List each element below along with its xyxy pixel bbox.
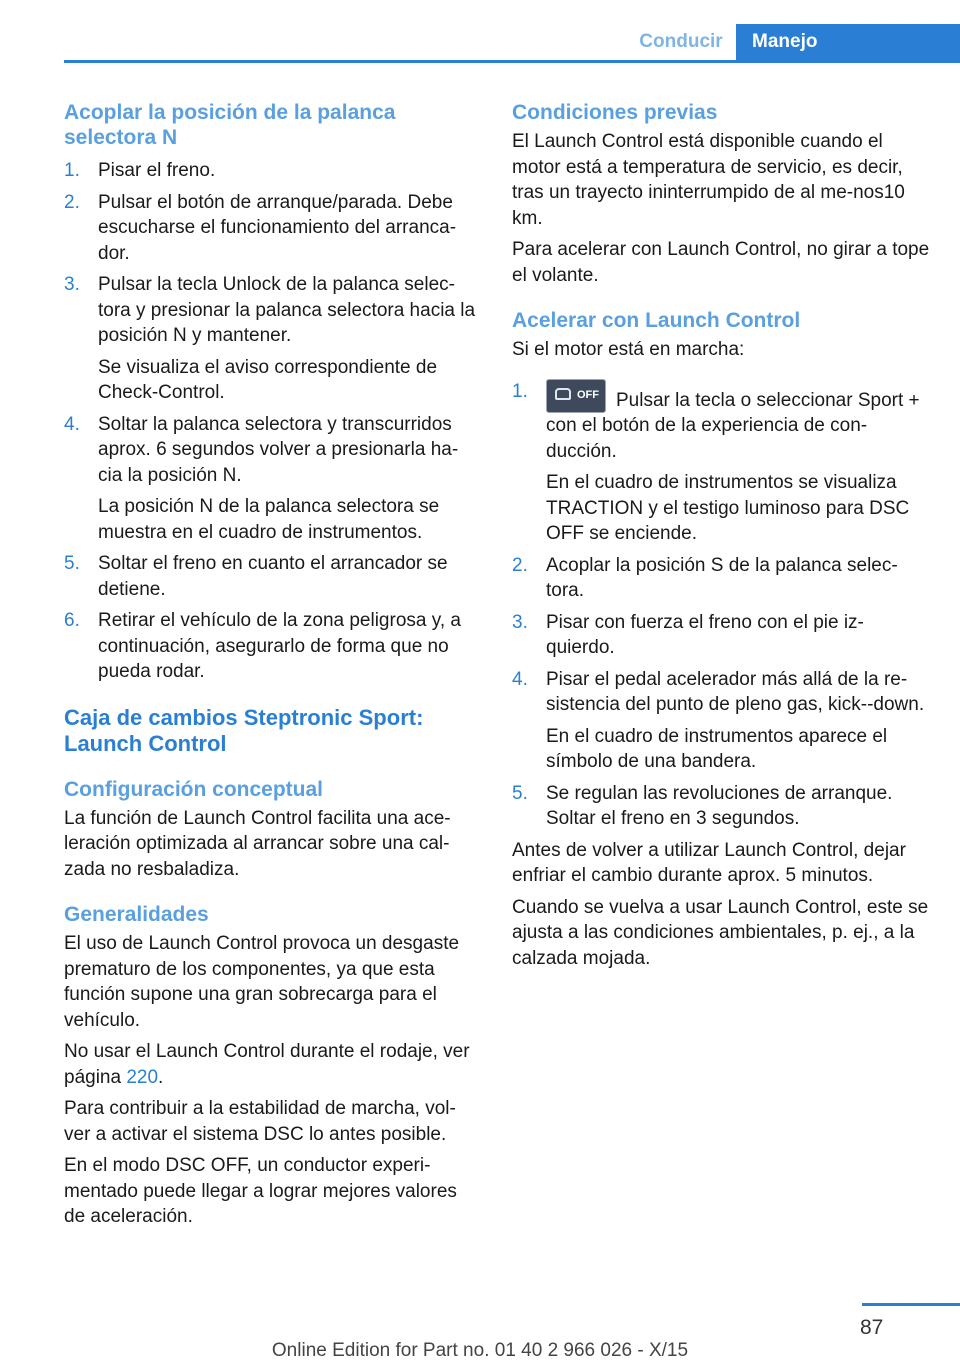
step-text: Se regulan las revoluciones de arranque. Soltar el freno en 3 segundos. <box>546 782 893 829</box>
paragraph-general-1: El uso de Launch Control provoca un desgaste prematuro de los componentes, ya que esta función supone una gran sobrecarga para el vehículo. <box>64 933 460 1031</box>
paragraph-general-4: En el modo DSC OFF, un conductor experi‐mentado puede llegar a lograr mejores valores de aceleración. <box>64 1155 457 1227</box>
step-text: Pulsar la tecla Unlock de la palanca selec‐tora y presionar la palanca selectora hacia la posición N y mantener. <box>98 274 476 346</box>
list-item <box>64 190 478 267</box>
edition-footer: Online Edition for Part no. 01 40 2 966 026 - X/15 <box>271 1340 689 1361</box>
step-number: 4. <box>512 668 528 690</box>
step-note: La posición N de la palanca selectora se muestra en el cuadro de instrumentos. <box>98 496 440 543</box>
step-number: 1. <box>64 160 80 181</box>
step-number: 3. <box>512 611 528 633</box>
step-text: Pulsar el botón de arranque/parada. Debe escucharse el funcionamiento del arranca‐dor. <box>98 191 457 264</box>
step-number: 3. <box>64 274 80 295</box>
paragraph-conditions-1: El Launch Control está disponible cuando el motor está a temperatura de servicio, es decir, tras un trayecto ininterrumpido de al me‐nos10 km. <box>512 131 905 229</box>
paragraph-concept: La función de Launch Control facilita una ace‐leración optimizada al arrancar sobre una cal‐zada no resbaladiza. <box>64 807 451 880</box>
step-text: Pisar el freno. <box>98 160 216 181</box>
heading-concept: Configuración conceptual <box>64 777 324 801</box>
paragraph-conditions-2: Para acelerar con Launch Control, no girar a tope el volante. <box>512 239 930 286</box>
step-text: Pisar el pedal acelerador más allá de la re‐sistencia del punto de pleno gas, kick‐-down. <box>546 668 925 715</box>
paragraph-general-2-end: . <box>158 1066 164 1088</box>
list-item <box>512 667 930 775</box>
left-column <box>64 100 478 1230</box>
list-item <box>512 379 930 547</box>
step-number: 4. <box>64 413 80 435</box>
paragraph-after-1: Antes de volver a utilizar Launch Control, dejar enfriar el cambio durante aprox. 5 minutos. <box>512 839 906 886</box>
heading-launch-control: Caja de cambios Steptronic Sport: Launch Control <box>64 704 424 756</box>
step-note: Se visualiza el aviso correspondiente de Check-Control. <box>98 356 438 403</box>
off-label: OFF <box>577 388 599 401</box>
step-note: En el cuadro de instrumentos se visualiza TRACTION y el testigo luminoso para DSC OFF se enciende. <box>546 472 910 544</box>
step-text: Soltar el freno en cuanto el arrancador se detiene. <box>98 553 448 600</box>
right-column <box>512 100 930 971</box>
step-text: Retirar el vehículo de la zona peligrosa y, a continuación, asegurarlo de forma que no pueda rodar. <box>98 610 461 682</box>
step-note: En el cuadro de instrumentos aparece el símbolo de una bandera. <box>546 725 888 772</box>
list-item <box>64 551 478 602</box>
step-text-body: Pulsar la tecla o seleccionar Sport + con el botón de la experiencia de con‐ducción. <box>546 389 920 462</box>
page-link[interactable]: 220 <box>126 1066 159 1088</box>
step-number: 5. <box>512 782 528 804</box>
paragraph-after-2: Cuando se vuelva a usar Launch Control, este se ajusta a las condiciones ambientales, p. ej., a la calzada mojada. <box>512 896 929 969</box>
paragraph-general-2-text: No usar el Launch Control durante el rodaje, ver página <box>64 1041 470 1088</box>
paragraph-general-2 <box>64 1039 478 1090</box>
list-item <box>64 158 478 184</box>
step-text <box>546 379 930 465</box>
list-item <box>512 553 930 604</box>
list-item <box>64 272 478 406</box>
heading-conditions: Condiciones previas <box>512 101 718 124</box>
header-active-tab: Manejo <box>736 24 960 60</box>
list-item <box>64 608 478 685</box>
list-item <box>64 412 478 546</box>
heading-general: Generalidades <box>64 903 209 926</box>
header-divider <box>64 60 960 63</box>
step-text: Acoplar la posición S de la palanca selec‐tora. <box>546 554 898 601</box>
heading-accelerate: Acelerar con Launch Control <box>512 309 801 332</box>
car-icon <box>555 388 571 400</box>
paragraph-general-3: Para contribuir a la estabilidad de marcha, vol‐ver a activar el sistema DSC lo antes posible. <box>64 1098 456 1145</box>
step-number: 5. <box>64 553 80 574</box>
header-section-tab: Conducir <box>639 31 723 52</box>
footer-divider <box>862 1303 960 1306</box>
list-item <box>512 781 930 832</box>
dsc-off-icon <box>546 379 606 413</box>
step-number: 2. <box>512 554 528 576</box>
paragraph-accelerate-intro: Si el motor está en marcha: <box>512 339 745 360</box>
step-text: Pisar con fuerza el freno con el pie iz‐quierdo. <box>546 611 864 658</box>
accelerate-steps-list <box>512 379 930 832</box>
list-item <box>512 610 930 661</box>
step-number: 6. <box>64 610 80 631</box>
step-number: 2. <box>64 191 80 213</box>
neutral-steps-list <box>64 158 478 685</box>
heading-neutral-position: Acoplar la posición de la palanca selectora N <box>64 101 396 149</box>
page-number: 87 <box>860 1316 884 1339</box>
step-number: 1. <box>512 380 528 402</box>
step-text: Soltar la palanca selectora y transcurridos aprox. 6 segundos volver a presionarla ha‐cia la posición N. <box>98 413 459 486</box>
